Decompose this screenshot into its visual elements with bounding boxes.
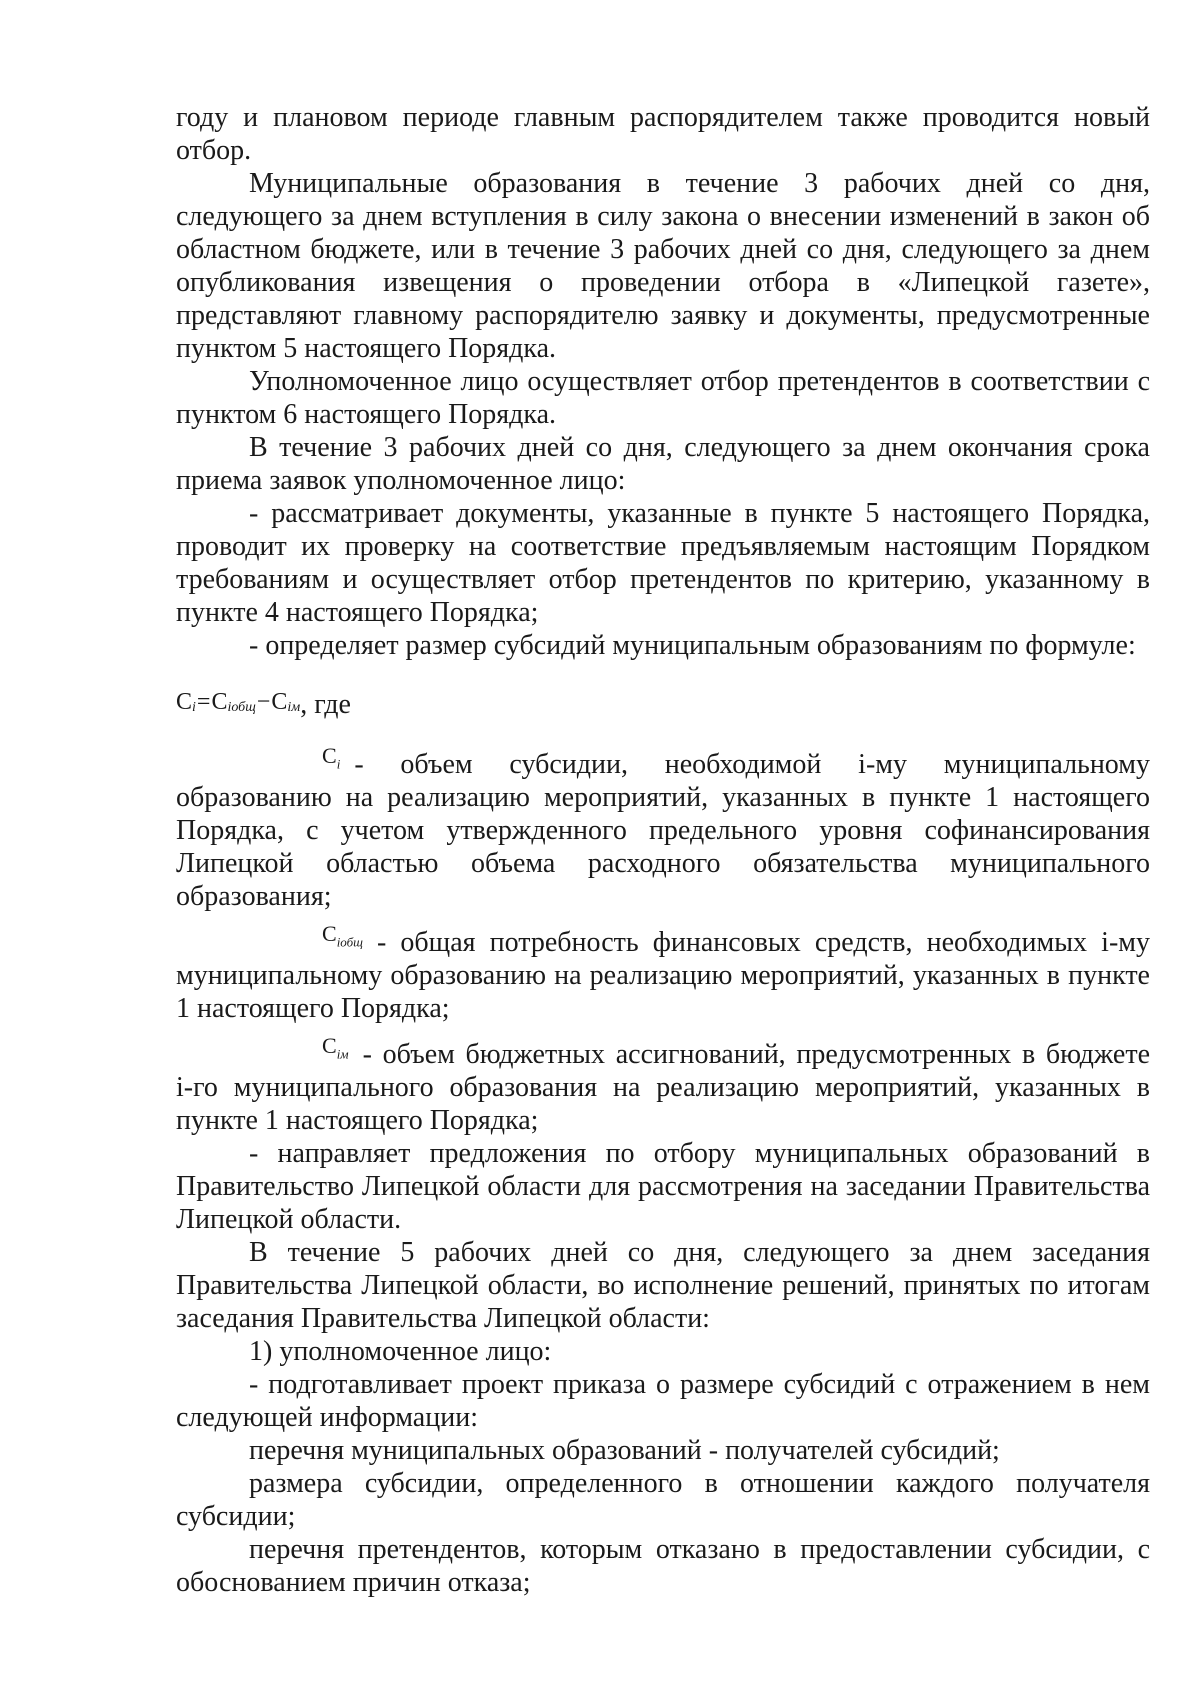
paragraph: - направляет предложения по отбору муниципальных образований в Правительство Липецкой области для рассмотрения на заседании Правительства Липецкой области. <box>176 1138 1150 1235</box>
formula-minus: − <box>256 689 271 715</box>
paragraph: - подготавливает проект приказа о размере субсидий с отражением в нем следующей информации: <box>176 1369 1150 1433</box>
definition-cim <box>176 1029 1150 1137</box>
definition-text: - общая потребность финансовых средств, необходимых i-му муниципальному образованию на реализацию мероприятий, указанных в пункте 1 настоящего Порядка; <box>176 927 1150 1024</box>
formula-equals: = <box>196 689 211 715</box>
subsidy-formula <box>176 684 1150 726</box>
document-body <box>176 101 1150 1599</box>
paragraph: перечня претендентов, которым отказано в предоставлении субсидии, с обоснованием причин отказа; <box>176 1534 1150 1598</box>
paragraph: Уполномоченное лицо осуществляет отбор претендентов в соответствии с пунктом 6 настоящего Порядка. <box>176 366 1150 430</box>
formula-where: , где <box>300 689 351 720</box>
formula-term-ci: $C_i$ <box>176 689 196 715</box>
paragraph: В течение 5 рабочих дней со дня, следующего за днем заседания Правительства Липецкой области, во исполнение решений, принятых по итогам заседания Правительства Липецкой области: <box>176 1237 1150 1334</box>
definition-symbol: $C_{iобщ}$ <box>322 921 363 950</box>
paragraph: размера субсидии, определенного в отношении каждого получателя субсидии; <box>176 1468 1150 1532</box>
definition-symbol: $C_i$ <box>322 743 341 772</box>
paragraph: 1) уполномоченное лицо: <box>249 1336 552 1367</box>
paragraph: - определяет размер субсидий муниципальным образованиям по формуле: <box>249 630 1136 661</box>
paragraph: году и плановом периоде главным распорядителем также проводится новый отбор. <box>176 102 1150 166</box>
definition-symbol: $C_{iм}$ <box>322 1033 349 1062</box>
formula-term-cim: $C_{iм}$ <box>271 689 301 715</box>
definition-text: - объем бюджетных ассигнований, предусмотренных в бюджете i-го муниципального образования на реализацию мероприятий, указанных в пункте 1 настоящего Порядка; <box>176 1039 1150 1136</box>
paragraph: перечня муниципальных образований - получателей субсидий; <box>249 1435 1000 1466</box>
paragraph: - рассматривает документы, указанные в пункте 5 настоящего Порядка, проводит их проверку на соответствие предъявляемым настоящим Порядком требованиям и осуществляет отбор претендентов по критерию, указанному в пункте 4 настоящего Порядка; <box>176 498 1150 628</box>
definition-ciobsh <box>176 917 1150 1025</box>
definition-ci <box>176 739 1150 913</box>
formula-term-ciobsh: $C_{iобщ}$ <box>211 689 256 715</box>
definition-text: - объем субсидии, необходимой i-му муниципальному образованию на реализацию мероприятий, указанных в пункте 1 настоящего Порядка, с учетом утвержденного предельного уровня софинансирования Липецкой областью объема расходного обязательства муниципального образования; <box>176 749 1150 912</box>
paragraph: В течение 3 рабочих дней со дня, следующего за днем окончания срока приема заявок уполномоченное лицо: <box>176 432 1150 496</box>
paragraph: Муниципальные образования в течение 3 рабочих дней со дня, следующего за днем вступления в силу закона о внесении изменений в закон об областном бюджете, или в течение 3 рабочих дней со дня, следующего за днем опубликования извещения о проведении отбора в «Липецкой газете», представляют главному распорядителю заявку и документы, предусмотренные пунктом 5 настоящего Порядка. <box>176 168 1150 364</box>
